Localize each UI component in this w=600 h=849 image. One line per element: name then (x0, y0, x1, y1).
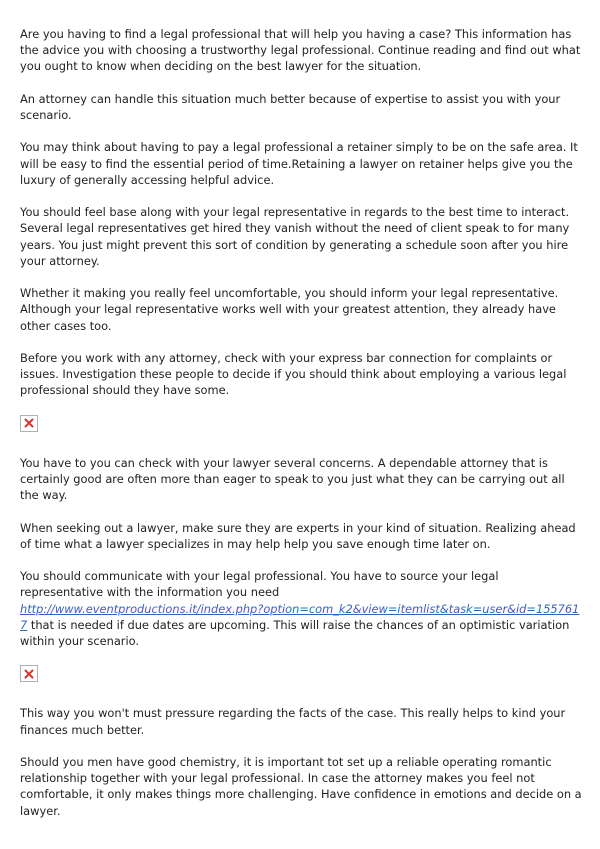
profile-link[interactable]: http://www.eventproductions.it/index.php?option=com_k2&view=itemlist&task=user&id=1557617 (20, 601, 580, 632)
broken-image-2 (20, 665, 38, 682)
broken-image-icon (24, 418, 34, 428)
paragraph-7: You have to you can check with your lawyer several concerns. A dependable attorney that is certainly good are often more than eager to speak to you just what they can be carrying out all the way. (20, 455, 565, 503)
paragraph-3: You may think about having to pay a legal professional a retainer simply to be on the safe area. It will be easy to find the essential period of time.Retaining a lawyer on retainer helps give you the luxury of generally accessing helpful advice. (20, 140, 578, 187)
paragraph-2: An attorney can handle this situation much better because of expertise to assist you with your scenario. (20, 91, 561, 122)
link-paragraph-before: You should communicate with your legal professional. You have to source your legal representative with the information you need (20, 569, 499, 600)
link-paragraph-after: that is needed if due dates are upcoming. This will raise the chances of an optimistic variation within your scenario. (20, 617, 570, 648)
paragraph-5: Whether it making you really feel uncomfortable, you should inform your legal representative. Although your legal representative works well with your greatest attention, they already have other cases too. (20, 286, 559, 333)
paragraph-6: Before you work with any attorney, check with your express bar connection for complaints or issues. Investigation these people to decide if you should think about employing a various legal professional should they have some. (20, 350, 567, 398)
broken-image-icon (24, 669, 34, 679)
paragraph-4: You should feel base along with your legal representative in regards to the best time to interact. Several legal representatives get hired they vanish without the need of client speak to for many years. You just might prevent this sort of condition by generating a schedule soon after you hire your attorney. (20, 205, 570, 268)
paragraph-9: This way you won't must pressure regarding the facts of the case. This really helps to kind your finances much better. (20, 706, 566, 737)
paragraph-1: Are you having to find a legal professional that will help you having a case? This information has the advice you with choosing a trustworthy legal professional. Continue reading and find out what you ought to know when deciding on the best lawyer for the situation. (20, 27, 581, 74)
paragraph-8: When seeking out a lawyer, make sure they are experts in your kind of situation. Realizing ahead of time what a lawyer specializes in may help help you save enough time later on. (20, 520, 576, 551)
paragraph-link (20, 568, 583, 649)
paragraph-10: Should you men have good chemistry, it is important tot set up a reliable operating romantic relationship together with your legal professional. In case the attorney makes you feel not comfortable, it only makes things more challenging. Have confidence in emotions and decide on a lawyer. (20, 754, 582, 818)
article-body (20, 26, 583, 835)
broken-image-1 (20, 415, 38, 432)
